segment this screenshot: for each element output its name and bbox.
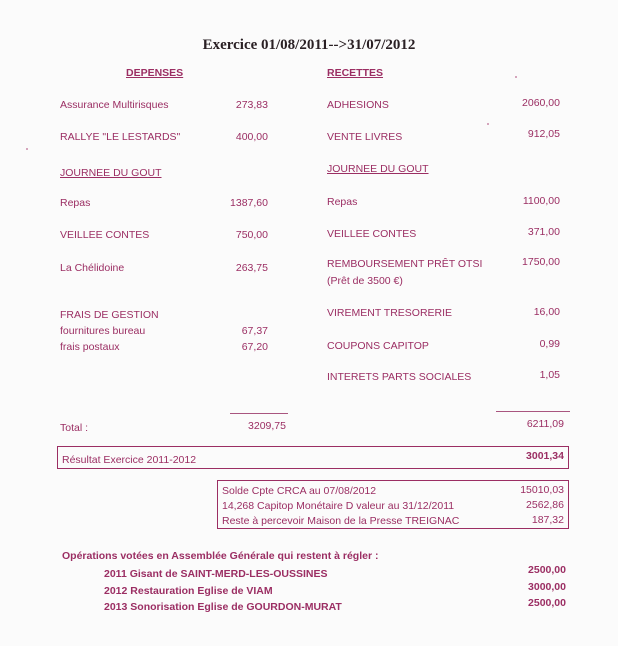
- interets-value: 1,05: [539, 369, 560, 381]
- scan-speck: [487, 123, 489, 125]
- frais-postaux-label: frais postaux: [60, 341, 120, 353]
- capitop-value: 2562,86: [526, 499, 564, 511]
- rallye-label: RALLYE "LE LESTARDS": [60, 131, 181, 143]
- operation-value-2011: 2500,00: [528, 564, 566, 576]
- chelidoine-label: La Chélidoine: [60, 262, 125, 274]
- resultat-label: Résultat Exercice 2011-2012: [62, 454, 197, 466]
- operation-item-2012: 2012 Restauration Eglise de VIAM: [104, 585, 273, 597]
- recettes-repas-label: Repas: [327, 196, 358, 208]
- depenses-repas-value: 1387,60: [230, 197, 268, 209]
- assurance-label: Assurance Multirisques: [60, 99, 169, 111]
- coupons-value: 0,99: [539, 338, 560, 350]
- recettes-total-rule: [496, 411, 570, 412]
- resultat-value: 3001,34: [526, 450, 564, 462]
- interets-label: INTERETS PARTS SOCIALES: [327, 371, 472, 383]
- depenses-veillee-value: 750,00: [235, 229, 268, 241]
- fournitures-label: fournitures bureau: [60, 325, 146, 337]
- recettes-header: RECETTES: [327, 67, 384, 79]
- capitop-label: 14,268 Capitop Monétaire D valeur au 31/12/2011: [222, 500, 455, 512]
- depenses-total-value: 3209,75: [248, 420, 286, 432]
- depenses-repas-label: Repas: [60, 197, 91, 209]
- recettes-veillee-value: 371,00: [527, 226, 560, 238]
- page-title: Exercice 01/08/2011-->31/07/2012: [202, 37, 416, 53]
- remboursement-label: REMBOURSEMENT PRÊT OTSI: [327, 258, 483, 270]
- recettes-veillee-label: VEILLEE CONTES: [327, 228, 417, 240]
- assurance-value: 273,83: [235, 99, 268, 111]
- operation-item-2011: 2011 Gisant de SAINT-MERD-LES-OUSSINES: [104, 568, 328, 580]
- vente-livres-value: 912,05: [527, 128, 560, 140]
- virement-value: 16,00: [533, 306, 560, 318]
- solde-crca-label: Solde Cpte CRCA au 07/08/2012: [222, 485, 377, 497]
- total-label: Total :: [60, 422, 89, 434]
- frais-gestion-header: FRAIS DE GESTION: [60, 309, 159, 321]
- recettes-total-value: 6211,09: [526, 418, 564, 430]
- reste-label: Reste à percevoir Maison de la Presse TREIGNAC: [222, 515, 460, 527]
- remboursement-value: 1750,00: [522, 256, 560, 268]
- resultat-box: [57, 446, 569, 469]
- depenses-header: DEPENSES: [126, 67, 184, 79]
- depenses-veillee-label: VEILLEE CONTES: [60, 229, 150, 241]
- chelidoine-value: 263,75: [235, 262, 268, 274]
- solde-crca-value: 15010,03: [520, 484, 564, 496]
- recettes-repas-value: 1100,00: [522, 195, 560, 207]
- vente-livres-label: VENTE LIVRES: [327, 131, 403, 143]
- adhesions-value: 2060,00: [522, 97, 560, 109]
- depenses-total-rule: [230, 413, 288, 414]
- operation-value-2012: 3000,00: [528, 581, 566, 593]
- operation-item-2013: 2013 Sonorisation Eglise de GOURDON-MURAT: [104, 601, 342, 613]
- remboursement-sublabel: (Prêt de 3500 €): [327, 275, 403, 287]
- soldes-box: [217, 480, 569, 529]
- reste-value: 187,32: [531, 514, 564, 526]
- operations-header: Opérations votées en Assemblée Générale qui restent à régler :: [62, 550, 379, 562]
- recettes-journee-header: JOURNEE DU GOUT: [327, 163, 429, 175]
- scan-speck: [515, 76, 517, 78]
- operation-value-2013: 2500,00: [528, 597, 566, 609]
- depenses-journee-header: JOURNEE DU GOUT: [60, 167, 162, 179]
- scan-speck: [26, 148, 28, 150]
- adhesions-label: ADHESIONS: [327, 99, 389, 111]
- rallye-value: 400,00: [235, 131, 268, 143]
- coupons-label: COUPONS CAPITOP: [327, 340, 429, 352]
- virement-label: VIREMENT TRESORERIE: [327, 307, 453, 319]
- frais-postaux-value: 67,20: [241, 341, 268, 353]
- fournitures-value: 67,37: [241, 325, 268, 337]
